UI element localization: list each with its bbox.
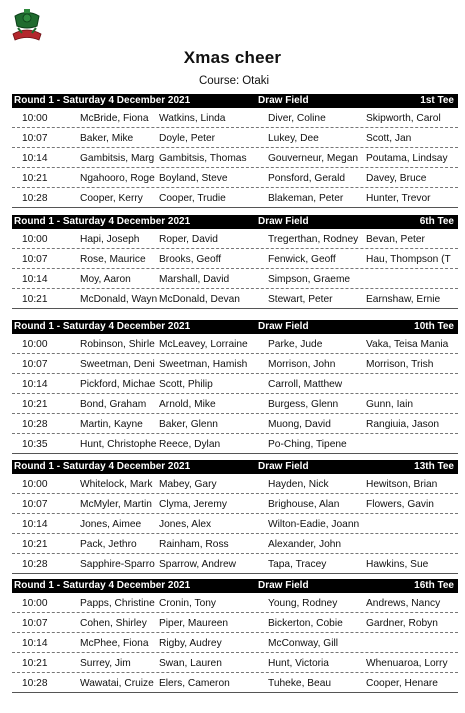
player-name: Gardner, Robyn <box>366 618 438 629</box>
player-name: Rose, Maurice <box>80 254 146 265</box>
tee-label: 13th Tee <box>414 461 454 472</box>
player-name: Arnold, Mike <box>159 399 216 410</box>
draw-row <box>12 354 458 374</box>
draw-field-label: Draw Field <box>258 461 309 472</box>
round-label: Round 1 - Saturday 4 December 2021 <box>14 461 191 472</box>
player-name: Blakeman, Peter <box>268 193 344 204</box>
player-name: Hunt, Victoria <box>268 658 329 669</box>
player-name: Papps, Christine <box>80 598 155 609</box>
player-name: McDonald, Devan <box>159 294 240 305</box>
draw-row <box>12 128 458 148</box>
draw-row <box>12 653 458 673</box>
draw-row <box>12 289 458 309</box>
player-name: Scott, Jan <box>366 133 412 144</box>
player-name: Rigby, Audrey <box>159 638 222 649</box>
tee-group <box>12 215 458 309</box>
player-name: McLeavey, Lorraine <box>159 339 248 350</box>
draw-row <box>12 494 458 514</box>
player-name: Mabey, Gary <box>159 479 217 490</box>
player-name: Hunter, Trevor <box>366 193 431 204</box>
player-name: Pack, Jethro <box>80 539 137 550</box>
tee-time: 10:21 <box>22 173 48 184</box>
player-name: Alexander, John <box>268 539 342 550</box>
player-name: Cooper, Trudie <box>159 193 226 204</box>
player-name: Tregerthan, Rodney <box>268 234 359 245</box>
player-name: Sweetman, Deni <box>80 359 155 370</box>
player-name: Whitelock, Mark <box>80 479 153 490</box>
player-name: Morrison, John <box>268 359 336 370</box>
page-title: Xmas cheer <box>183 48 282 67</box>
player-name: Hunt, Christophe <box>80 439 157 450</box>
player-name: Doyle, Peter <box>159 133 216 144</box>
player-name: Lukey, Dee <box>268 133 319 144</box>
player-name: Jones, Alex <box>159 519 212 530</box>
draw-row <box>12 188 458 208</box>
tee-label: 10th Tee <box>414 321 454 332</box>
player-name: Fenwick, Geoff <box>268 254 336 265</box>
player-name: Hawkins, Sue <box>366 559 429 570</box>
tee-time: 10:21 <box>22 539 48 550</box>
draw-field-label: Draw Field <box>258 95 309 106</box>
club-crest-logo <box>12 6 42 44</box>
draw-row <box>12 613 458 633</box>
course-line <box>0 75 465 87</box>
player-name: Roper, David <box>159 234 218 245</box>
player-name: Cooper, Henare <box>366 678 438 689</box>
player-name: Robinson, Shirle <box>80 339 155 350</box>
course-label: Course: <box>198 75 240 87</box>
draw-row <box>12 593 458 613</box>
player-name: Swan, Lauren <box>159 658 222 669</box>
player-name: Stewart, Peter <box>268 294 333 305</box>
draw-row <box>12 229 458 249</box>
draw-row <box>12 673 458 693</box>
player-name: Bevan, Peter <box>366 234 425 245</box>
player-name: Surrey, Jim <box>80 658 131 669</box>
player-name: Whenuaroa, Lorry <box>366 658 448 669</box>
tee-time: 10:14 <box>22 153 48 164</box>
player-name: Hapi, Joseph <box>80 234 140 245</box>
player-name: Burgess, Glenn <box>268 399 339 410</box>
tee-time: 10:07 <box>22 254 48 265</box>
tee-time: 10:00 <box>22 339 48 350</box>
player-name: Gunn, Iain <box>366 399 414 410</box>
tee-time: 10:00 <box>22 234 48 245</box>
draw-row <box>12 554 458 574</box>
tee-group <box>12 320 458 454</box>
draw-row <box>12 414 458 434</box>
player-name: Flowers, Gavin <box>366 499 434 510</box>
player-name: Morrison, Trish <box>366 359 434 370</box>
player-name: Simpson, Graeme <box>268 274 351 285</box>
player-name: Cohen, Shirley <box>80 618 147 629</box>
player-name: Hau, Thompson (T <box>366 254 451 265</box>
draw-row <box>12 474 458 494</box>
draw-row <box>12 249 458 269</box>
draw-row <box>12 334 458 354</box>
round-label: Round 1 - Saturday 4 December 2021 <box>14 321 191 332</box>
tee-time: 10:14 <box>22 379 48 390</box>
player-name: Brighouse, Alan <box>268 499 340 510</box>
draw-field-label: Draw Field <box>258 321 309 332</box>
player-name: Marshall, David <box>159 274 230 285</box>
draw-row <box>12 374 458 394</box>
tee-time: 10:00 <box>22 479 48 490</box>
player-name: Cronin, Tony <box>159 598 217 609</box>
player-name: Gambitsis, Marg <box>80 153 155 164</box>
player-name: Scott, Philip <box>159 379 213 390</box>
player-name: McDonald, Wayn <box>80 294 158 305</box>
tee-time: 10:14 <box>22 274 48 285</box>
player-name: Poutama, Lindsay <box>366 153 448 164</box>
tee-time: 10:21 <box>22 658 48 669</box>
player-name: Gambitsis, Thomas <box>159 153 247 164</box>
player-name: Tuheke, Beau <box>268 678 332 689</box>
tee-time: 10:21 <box>22 294 48 305</box>
tee-time: 10:21 <box>22 399 48 410</box>
group-header <box>12 94 458 108</box>
group-header <box>12 460 458 474</box>
player-name: Po-Ching, Tipene <box>268 439 347 450</box>
tee-time: 10:00 <box>22 113 48 124</box>
draw-row <box>12 148 458 168</box>
player-name: Boyland, Steve <box>159 173 228 184</box>
tee-time: 10:28 <box>22 193 48 204</box>
player-name: Vaka, Teisa Mania <box>366 339 449 350</box>
round-label: Round 1 - Saturday 4 December 2021 <box>14 580 191 591</box>
player-name: Carroll, Matthew <box>268 379 343 390</box>
player-name: Brooks, Geoff <box>159 254 222 265</box>
player-name: Watkins, Linda <box>159 113 226 124</box>
player-name: Ponsford, Gerald <box>268 173 346 184</box>
player-name: McPhee, Fiona <box>80 638 149 649</box>
player-name: Parke, Jude <box>268 339 323 350</box>
player-name: Gouverneur, Megan <box>268 153 359 164</box>
player-name: Rainham, Ross <box>159 539 229 550</box>
player-name: Wawatai, Cruize <box>80 678 154 689</box>
player-name: Pickford, Michae <box>80 379 156 390</box>
player-name: Baker, Glenn <box>159 419 218 430</box>
player-name: Jones, Aimee <box>80 519 142 530</box>
draw-field-label: Draw Field <box>258 216 309 227</box>
tee-label: 6th Tee <box>419 216 454 227</box>
draw-row <box>12 534 458 554</box>
tee-time: 10:28 <box>22 559 48 570</box>
tee-time: 10:07 <box>22 618 48 629</box>
tee-time: 10:14 <box>22 638 48 649</box>
player-name: Rangiuia, Jason <box>366 419 440 430</box>
group-header <box>12 579 458 593</box>
tee-label: 1st Tee <box>420 95 454 106</box>
player-name: Wilton-Eadie, Joann <box>268 519 360 530</box>
tee-time: 10:07 <box>22 499 48 510</box>
player-name: Reece, Dylan <box>159 439 221 450</box>
tee-time: 10:07 <box>22 359 48 370</box>
group-header <box>12 320 458 334</box>
player-name: McMyler, Martin <box>80 499 152 510</box>
draw-row <box>12 269 458 289</box>
player-name: Davey, Bruce <box>366 173 427 184</box>
player-name: Baker, Mike <box>80 133 134 144</box>
player-name: Muong, David <box>268 419 331 430</box>
draw-row <box>12 168 458 188</box>
tee-group <box>12 94 458 208</box>
tee-time: 10:35 <box>22 439 48 450</box>
course-name: Otaki <box>242 75 270 87</box>
player-name: Hewitson, Brian <box>366 479 438 490</box>
player-name: Sweetman, Hamish <box>159 359 248 370</box>
player-name: Tapa, Tracey <box>268 559 327 570</box>
draw-row <box>12 633 458 653</box>
tee-time: 10:07 <box>22 133 48 144</box>
tee-time: 10:14 <box>22 519 48 530</box>
player-name: Sparrow, Andrew <box>159 559 237 570</box>
player-name: Earnshaw, Ernie <box>366 294 441 305</box>
round-label: Round 1 - Saturday 4 December 2021 <box>14 216 191 227</box>
player-name: Andrews, Nancy <box>366 598 441 609</box>
player-name: Martin, Kayne <box>80 419 143 430</box>
player-name: Moy, Aaron <box>80 274 131 285</box>
player-name: Ngahooro, Roge <box>80 173 155 184</box>
player-name: Piper, Maureen <box>159 618 229 629</box>
draw-row <box>12 394 458 414</box>
player-name: Cooper, Kerry <box>80 193 143 204</box>
player-name: Clyma, Jeremy <box>159 499 227 510</box>
round-label: Round 1 - Saturday 4 December 2021 <box>14 95 191 106</box>
player-name: Elers, Cameron <box>159 678 230 689</box>
player-name: Young, Rodney <box>268 598 338 609</box>
tee-time: 10:28 <box>22 419 48 430</box>
tee-label: 16th Tee <box>414 580 454 591</box>
tee-group <box>12 460 458 574</box>
tee-group <box>12 579 458 693</box>
player-name: Sapphire-Sparro <box>80 559 155 570</box>
player-name: Hayden, Nick <box>268 479 329 490</box>
player-name: Bond, Graham <box>80 399 147 410</box>
group-header <box>12 215 458 229</box>
draw-row <box>12 514 458 534</box>
player-name: McConway, Gill <box>268 638 339 649</box>
player-name: Skipworth, Carol <box>366 113 441 124</box>
draw-row <box>12 434 458 454</box>
draw-row <box>12 108 458 128</box>
tee-time: 10:28 <box>22 678 48 689</box>
tee-time: 10:00 <box>22 598 48 609</box>
draw-field-label: Draw Field <box>258 580 309 591</box>
player-name: McBride, Fiona <box>80 113 149 124</box>
player-name: Diver, Coline <box>268 113 326 124</box>
player-name: Bickerton, Cobie <box>268 618 343 629</box>
